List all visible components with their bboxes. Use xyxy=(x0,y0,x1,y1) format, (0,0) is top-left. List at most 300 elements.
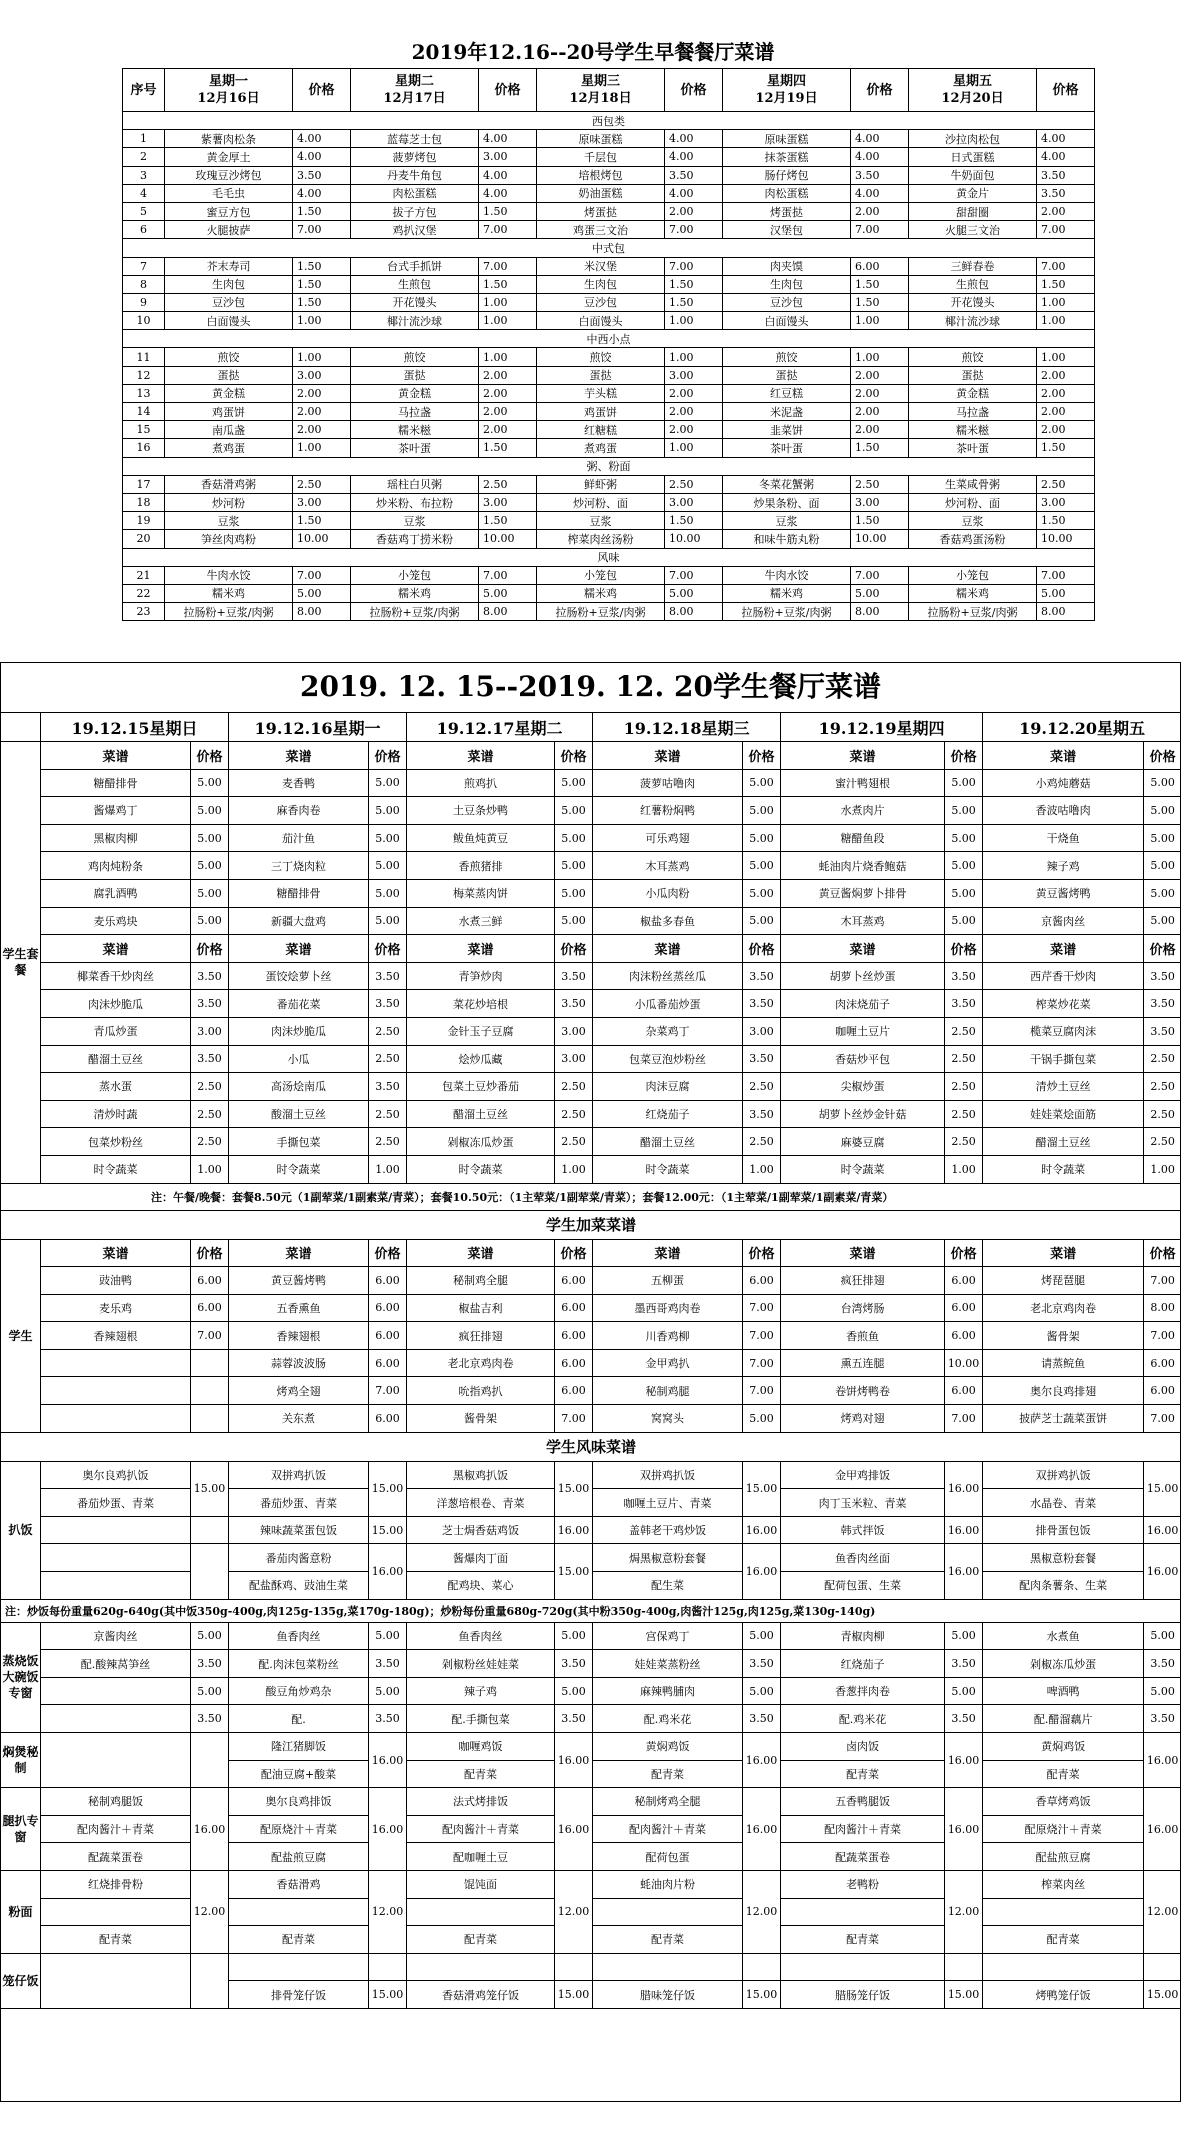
dish-name: 披萨芝士蔬菜蛋饼 xyxy=(983,1405,1144,1433)
dish-name: 包菜炒粉丝 xyxy=(41,1128,191,1156)
dish-price: 3.50 xyxy=(945,1650,983,1678)
dish-price: 3.50 xyxy=(945,962,983,990)
dish-price: 5.00 xyxy=(555,824,593,852)
dish-price: 5.00 xyxy=(1144,1622,1181,1650)
dish-name: 鸡蛋饼 xyxy=(165,403,293,421)
dish-price: 6.00 xyxy=(369,1267,407,1295)
dish-name: 小鸡炖蘑菇 xyxy=(983,769,1144,797)
empty-cell xyxy=(555,1953,593,1981)
claypot-row xyxy=(1,1953,1181,1981)
dish-name: 木耳蒸鸡 xyxy=(781,907,945,935)
table-row xyxy=(123,366,1095,384)
dish-price: 7.00 xyxy=(743,1349,781,1377)
dish-price: 2.50 xyxy=(555,1100,593,1128)
dish-price: 5.00 xyxy=(743,1622,781,1650)
dish-name: 疯狂排翅 xyxy=(407,1322,555,1350)
dish-name: 烤琵琶腿 xyxy=(983,1267,1144,1295)
dish-name: 酱骨架 xyxy=(983,1322,1144,1350)
dish-name: 时令蔬菜 xyxy=(41,1155,191,1183)
dish-price: 3.00 xyxy=(555,1017,593,1045)
dish-price: 3.00 xyxy=(665,366,723,384)
dish-name: 炒河粉 xyxy=(165,493,293,511)
dish-name: 原味蛋糕 xyxy=(537,130,665,148)
dish-price: 1.00 xyxy=(555,1155,593,1183)
chop-dish: 奥尔良鸡扒饭 xyxy=(41,1461,191,1489)
dish-price: 7.00 xyxy=(191,1322,229,1350)
dish-name: 胡萝卜丝炒金针菇 xyxy=(781,1100,945,1128)
dish-price: 5.00 xyxy=(1144,769,1181,797)
row-number: 20 xyxy=(123,530,165,548)
day-header: 星期五 12月20日 xyxy=(909,69,1037,112)
dish-price: 16.00 xyxy=(945,1788,983,1871)
dish-price: 3.50 xyxy=(1144,1705,1181,1733)
dish-name: 水煮三鲜 xyxy=(407,907,555,935)
dish-price: 2.50 xyxy=(1144,1100,1181,1128)
dish-name: 配青菜 xyxy=(593,1760,743,1788)
dish-price: 7.00 xyxy=(1037,221,1095,239)
dish-price: 6.00 xyxy=(1144,1349,1181,1377)
dish-name: 卤肉饭 xyxy=(781,1733,945,1761)
empty-cell xyxy=(407,1898,555,1926)
dish-name: 蜜汁鸭翅根 xyxy=(781,769,945,797)
dish-price: 3.50 xyxy=(191,1650,229,1678)
dish-header-row xyxy=(1,742,1181,770)
dish-label: 菜谱 xyxy=(407,1239,555,1267)
dish-header-row xyxy=(1,1239,1181,1267)
dish-price: 2.50 xyxy=(293,475,351,493)
table-row xyxy=(123,348,1095,366)
dish-name: 新疆大盘鸡 xyxy=(229,907,369,935)
dish-price: 3.50 xyxy=(743,1650,781,1678)
dish-price: 1.00 xyxy=(479,348,537,366)
dish-price: 6.00 xyxy=(555,1294,593,1322)
dish-name: 烤鸡对翅 xyxy=(781,1405,945,1433)
dish-name: 火腿三文治 xyxy=(909,221,1037,239)
empty-cell xyxy=(41,1953,191,2008)
dish-price: 12.00 xyxy=(743,1870,781,1953)
dish-name: 豆浆 xyxy=(909,512,1037,530)
corner-cell xyxy=(1,713,41,742)
dish-name: 三鲜春卷 xyxy=(909,257,1037,275)
row-number: 7 xyxy=(123,257,165,275)
empty-cell xyxy=(781,1953,945,1981)
dish-name: 糯米鸡 xyxy=(909,584,1037,602)
dish-name: 香草烤鸡饭 xyxy=(983,1788,1144,1816)
dish-price: 6.00 xyxy=(743,1267,781,1295)
row-number: 4 xyxy=(123,184,165,202)
dish-price: 4.00 xyxy=(665,184,723,202)
table-row xyxy=(1,1405,1181,1433)
empty-cell xyxy=(41,1733,191,1788)
dish-name: 榨菜炒花菜 xyxy=(983,990,1144,1018)
dish-name: 蛋饺烩萝卜丝 xyxy=(229,962,369,990)
dish-name: 豆浆 xyxy=(723,512,851,530)
dish-name: 墨西哥鸡肉卷 xyxy=(593,1294,743,1322)
dish-name: 京酱肉丝 xyxy=(983,907,1144,935)
dish-price: 5.00 xyxy=(743,907,781,935)
dish-price: 3.50 xyxy=(191,1705,229,1733)
dish-name: 台湾烤肠 xyxy=(781,1294,945,1322)
dish-name: 菠萝烤包 xyxy=(351,148,479,166)
dish-price: 2.00 xyxy=(1037,366,1095,384)
dish-price: 5.00 xyxy=(945,852,983,880)
dish-price: 7.00 xyxy=(1144,1267,1181,1295)
dish-name: 疯狂排翅 xyxy=(781,1267,945,1295)
dish-name: 笋丝肉鸡粉 xyxy=(165,530,293,548)
dish-name: 咖喱土豆片 xyxy=(781,1017,945,1045)
lunch-day-header-row xyxy=(1,713,1181,742)
dish-price: 3.50 xyxy=(665,166,723,184)
chop-dish: 配生菜 xyxy=(593,1572,743,1600)
dish-name: 清炒土豆丝 xyxy=(983,1073,1144,1101)
empty-cell xyxy=(191,1733,229,1788)
dish-name: 时令蔬菜 xyxy=(983,1155,1144,1183)
dish-price: 12.00 xyxy=(369,1870,407,1953)
dish-name: 鸡肉炖粉条 xyxy=(41,852,191,880)
chop-price: 16.00 xyxy=(743,1544,781,1599)
row-number: 21 xyxy=(123,566,165,584)
chop-price: 15.00 xyxy=(191,1461,229,1516)
dish-price: 1.50 xyxy=(851,275,909,293)
dish-name: 炒河粉、面 xyxy=(909,493,1037,511)
dish-name: 马拉盏 xyxy=(351,403,479,421)
dish-name: 蛋挞 xyxy=(351,366,479,384)
dish-name: 煮鸡蛋 xyxy=(165,439,293,457)
dish-price: 3.50 xyxy=(555,962,593,990)
dish-name: 红薯粉焖鸭 xyxy=(593,797,743,825)
dish-price: 5.00 xyxy=(191,769,229,797)
dish-price: 3.00 xyxy=(743,1017,781,1045)
dish-name: 烤鸭笼仔饭 xyxy=(983,1981,1144,2009)
dish-price: 5.00 xyxy=(555,1622,593,1650)
chop-price: 16.00 xyxy=(945,1544,983,1599)
dish-name: 蛋挞 xyxy=(537,366,665,384)
dish-name: 豆沙包 xyxy=(165,293,293,311)
dish-name: 腊味笼仔饭 xyxy=(593,1981,743,2009)
dish-price: 16.00 xyxy=(369,1788,407,1871)
dish-price: 7.00 xyxy=(1144,1322,1181,1350)
dish-name: 香波咕噜肉 xyxy=(983,797,1144,825)
dish-name: 醋溜土豆丝 xyxy=(593,1128,743,1156)
table-row xyxy=(1,824,1181,852)
dish-name: 糯米鸡 xyxy=(723,584,851,602)
dish-price: 1.00 xyxy=(743,1155,781,1183)
section-name: 中西小点 xyxy=(123,330,1095,348)
empty-cell xyxy=(407,1953,555,1981)
empty-cell xyxy=(945,1953,983,1981)
section-name: 西包类 xyxy=(123,112,1095,130)
table-row xyxy=(1,852,1181,880)
dish-price: 7.00 xyxy=(945,1405,983,1433)
dish-name: 配青菜 xyxy=(593,1926,743,1954)
empty-cell xyxy=(593,1953,743,1981)
dish-price: 12.00 xyxy=(945,1870,983,1953)
dish-name: 南瓜盏 xyxy=(165,421,293,439)
dish-price: 8.00 xyxy=(1144,1294,1181,1322)
dish-price: 2.00 xyxy=(1037,421,1095,439)
dish-name: 台式手抓饼 xyxy=(351,257,479,275)
dish-price xyxy=(191,1377,229,1405)
dish-name: 京酱肉丝 xyxy=(41,1622,191,1650)
day-header: 星期四 12月19日 xyxy=(723,69,851,112)
dish-name: 番茄花菜 xyxy=(229,990,369,1018)
chop-price: 16.00 xyxy=(1144,1516,1181,1544)
dish-name: 糯米糍 xyxy=(351,421,479,439)
dish-name: 沙拉肉松包 xyxy=(909,130,1037,148)
dish-name: 啤酒鸭 xyxy=(983,1677,1144,1705)
price-label: 价格 xyxy=(369,1239,407,1267)
table-row xyxy=(123,566,1095,584)
dish-price: 5.00 xyxy=(743,824,781,852)
dish-name: 鸡蛋饼 xyxy=(537,403,665,421)
dish-header-row xyxy=(1,935,1181,963)
dish-price: 5.00 xyxy=(191,824,229,852)
table-row xyxy=(123,166,1095,184)
dish-name: 甜甜圈 xyxy=(909,202,1037,220)
dish-name: 鱼香肉丝 xyxy=(229,1622,369,1650)
dish-price: 6.00 xyxy=(191,1294,229,1322)
dish-name: 抹茶蛋糕 xyxy=(723,148,851,166)
dish-price: 8.00 xyxy=(479,603,537,621)
dish-price: 7.00 xyxy=(665,221,723,239)
dish-name: 时令蔬菜 xyxy=(407,1155,555,1183)
dish-name: 配.酸辣莴笋丝 xyxy=(41,1650,191,1678)
dish-price: 2.50 xyxy=(191,1100,229,1128)
dish-name: 蜜豆方包 xyxy=(165,202,293,220)
dish-price: 6.00 xyxy=(555,1377,593,1405)
dish-price: 5.00 xyxy=(555,797,593,825)
dish-name: 菜花炒培根 xyxy=(407,990,555,1018)
dish-name: 黄焖鸡饭 xyxy=(593,1733,743,1761)
dish-price: 5.00 xyxy=(555,852,593,880)
dish-label: 菜谱 xyxy=(229,742,369,770)
leg-label: 腿扒专窗 xyxy=(1,1788,41,1871)
dish-name: 香煎鱼 xyxy=(781,1322,945,1350)
empty-cell xyxy=(593,1898,743,1926)
dish-price: 1.00 xyxy=(665,348,723,366)
chop-dish: 双拼鸡扒饭 xyxy=(593,1461,743,1489)
dish-price: 5.00 xyxy=(369,879,407,907)
dish-price: 3.50 xyxy=(369,1650,407,1678)
dish-price: 3.50 xyxy=(1037,166,1095,184)
dish-name xyxy=(41,1677,191,1705)
dish-name: 拔子方包 xyxy=(351,202,479,220)
dish-price: 5.00 xyxy=(191,1677,229,1705)
dish-price: 2.50 xyxy=(945,1100,983,1128)
stew-row xyxy=(1,1705,1181,1733)
dish-name: 千层包 xyxy=(537,148,665,166)
dish-name: 干烧鱼 xyxy=(983,824,1144,852)
chop-dish xyxy=(41,1544,191,1572)
dish-name: 熏五连腿 xyxy=(781,1349,945,1377)
dish-name: 糯米鸡 xyxy=(537,584,665,602)
table-row xyxy=(1,990,1181,1018)
dish-name: 汉堡包 xyxy=(723,221,851,239)
chop-price: 16.00 xyxy=(945,1516,983,1544)
dish-price: 3.50 xyxy=(369,962,407,990)
dish-price: 3.50 xyxy=(743,990,781,1018)
dish-name: 香菇鸡蛋汤粉 xyxy=(909,530,1037,548)
dish-name: 麦乐鸡块 xyxy=(41,907,191,935)
dish-price: 10.00 xyxy=(479,530,537,548)
dish-price: 2.00 xyxy=(665,421,723,439)
dish-name: 烤蛋挞 xyxy=(537,202,665,220)
dish-name: 开花馒头 xyxy=(909,293,1037,311)
lunch-title: 2019. 12. 15--2019. 12. 20学生餐厅菜谱 xyxy=(300,670,881,703)
dish-name: 醋溜土豆丝 xyxy=(983,1128,1144,1156)
dish-price: 12.00 xyxy=(191,1870,229,1953)
dish-price: 1.00 xyxy=(479,293,537,311)
dish-price: 3.50 xyxy=(1144,1017,1181,1045)
chop-price: 16.00 xyxy=(555,1516,593,1544)
dish-name: 酱爆鸡丁 xyxy=(41,797,191,825)
dish-name: 时令蔬菜 xyxy=(229,1155,369,1183)
dish-price: 5.00 xyxy=(1144,797,1181,825)
dish-price: 12.00 xyxy=(555,1870,593,1953)
dish-price: 3.50 xyxy=(191,990,229,1018)
dish-name: 蓝莓芝士包 xyxy=(351,130,479,148)
dish-price: 2.50 xyxy=(945,1128,983,1156)
dish-price: 5.00 xyxy=(1144,907,1181,935)
empty-cell xyxy=(1144,1953,1181,1981)
dish-name: 鱼香肉丝 xyxy=(407,1622,555,1650)
dish-price: 5.00 xyxy=(191,1622,229,1650)
dish-label: 菜谱 xyxy=(407,742,555,770)
table-row xyxy=(1,1377,1181,1405)
dish-name: 请蒸鲩鱼 xyxy=(983,1349,1144,1377)
dish-price: 5.00 xyxy=(743,1677,781,1705)
dish-name: 水煮鱼 xyxy=(983,1622,1144,1650)
dish-price: 1.00 xyxy=(293,312,351,330)
dish-price: 2.00 xyxy=(479,366,537,384)
dish-name: 香辣翅根 xyxy=(229,1322,369,1350)
dish-label: 菜谱 xyxy=(407,935,555,963)
dish-price: 5.00 xyxy=(1037,584,1095,602)
dish-name: 丹麦牛角包 xyxy=(351,166,479,184)
dish-name: 糯米鸡 xyxy=(351,584,479,602)
dish-price: 8.00 xyxy=(665,603,723,621)
day-header: 19.12.16星期一 xyxy=(229,713,407,742)
dish-name: 煎饺 xyxy=(351,348,479,366)
dish-price: 2.50 xyxy=(369,1017,407,1045)
flavor-title: 学生风味菜谱 xyxy=(1,1432,1181,1461)
dish-price: 4.00 xyxy=(851,148,909,166)
dish-name: 配蔬菜蛋卷 xyxy=(41,1843,191,1871)
dish-label: 菜谱 xyxy=(41,742,191,770)
dish-name: 鲅鱼炖黄豆 xyxy=(407,824,555,852)
dish-price: 2.50 xyxy=(479,475,537,493)
dish-name: 白面馒头 xyxy=(537,312,665,330)
dish-price: 5.00 xyxy=(945,797,983,825)
dish-name: 木耳蒸鸡 xyxy=(593,852,743,880)
dish-price: 5.00 xyxy=(555,1677,593,1705)
table-row xyxy=(123,603,1095,621)
dish-price: 1.50 xyxy=(479,202,537,220)
dish-price: 2.50 xyxy=(945,1017,983,1045)
dish-price: 5.00 xyxy=(1144,852,1181,880)
dish-price: 6.00 xyxy=(555,1349,593,1377)
addon-title: 学生加菜菜谱 xyxy=(1,1210,1181,1239)
dish-name: 蒸水蛋 xyxy=(41,1073,191,1101)
dish-name: 豆浆 xyxy=(537,512,665,530)
dish-name: 配.肉沫包菜粉丝 xyxy=(229,1650,369,1678)
dish-price: 3.00 xyxy=(851,493,909,511)
dish-name: 紫薯肉松条 xyxy=(165,130,293,148)
dish-price: 1.50 xyxy=(851,439,909,457)
dish-name: 香葱拌肉卷 xyxy=(781,1677,945,1705)
dish-name: 奥尔良鸡排翅 xyxy=(983,1377,1144,1405)
dish-price: 5.00 xyxy=(1144,1677,1181,1705)
table-row xyxy=(123,584,1095,602)
dish-price: 2.50 xyxy=(945,1045,983,1073)
flavor-note: 注：炒饭每份重量620g-640g(其中饭350g-400g,肉125g-135g,菜170g-180g)；炒粉每份重量680g-720g(其中粉350g-400g,肉酱汁125g,肉125g,菜130g-140g) xyxy=(1,1599,1181,1622)
empty-cell xyxy=(983,1898,1144,1926)
dish-price: 16.00 xyxy=(1144,1733,1181,1788)
dish-name: 腊肠笼仔饭 xyxy=(781,1981,945,2009)
dish-price xyxy=(191,1349,229,1377)
dish-name: 关东煮 xyxy=(229,1405,369,1433)
dish-name: 煎饺 xyxy=(909,348,1037,366)
dish-name: 肉沫粉丝蒸丝瓜 xyxy=(593,962,743,990)
dish-price: 7.00 xyxy=(743,1322,781,1350)
set-meal-note: 注：午餐/晚餐：套餐8.50元（1副荤菜/1副素菜/青菜）；套餐10.50元：（1主荤菜/1副荤菜/青菜）；套餐12.00元：（1主荤菜/1副荤菜/1副素菜/青菜） xyxy=(1,1183,1181,1210)
dish-price: 3.50 xyxy=(1144,990,1181,1018)
chop-price: 15.00 xyxy=(369,1461,407,1516)
dish-name: 糯米糍 xyxy=(909,421,1037,439)
dish-name: 黄豆酱焖萝卜排骨 xyxy=(781,879,945,907)
dish-price: 16.00 xyxy=(191,1788,229,1871)
dish-price: 7.00 xyxy=(743,1377,781,1405)
dish-name: 配青菜 xyxy=(983,1760,1144,1788)
dish-name: 豆沙包 xyxy=(537,293,665,311)
dish-price: 1.50 xyxy=(293,257,351,275)
dish-name: 配.鸡米花 xyxy=(593,1705,743,1733)
chop-price: 16.00 xyxy=(743,1516,781,1544)
dish-name: 生煎包 xyxy=(909,275,1037,293)
dish-price: 5.00 xyxy=(369,907,407,935)
dish-price: 5.00 xyxy=(1144,824,1181,852)
empty-cell xyxy=(41,1898,191,1926)
dish-price: 1.00 xyxy=(293,348,351,366)
dish-price: 16.00 xyxy=(555,1733,593,1788)
dish-label: 菜谱 xyxy=(983,935,1144,963)
section-row xyxy=(123,457,1095,475)
dish-name: 煎鸡扒 xyxy=(407,769,555,797)
dish-price: 1.50 xyxy=(1037,439,1095,457)
row-number: 8 xyxy=(123,275,165,293)
price-header: 价格 xyxy=(479,69,537,112)
dish-price: 1.50 xyxy=(293,293,351,311)
dish-price: 1.00 xyxy=(1037,293,1095,311)
dish-name: 老北京鸡肉卷 xyxy=(983,1294,1144,1322)
dish-price: 3.50 xyxy=(369,1073,407,1101)
dish-name: 拉肠粉+豆浆/肉粥 xyxy=(909,603,1037,621)
table-row xyxy=(1,879,1181,907)
dish-name: 烤鸡全翅 xyxy=(229,1377,369,1405)
dish-name: 白面馒头 xyxy=(723,312,851,330)
dish-name: 香煎猪排 xyxy=(407,852,555,880)
dish-price: 6.00 xyxy=(945,1294,983,1322)
dish-name: 肉夹馍 xyxy=(723,257,851,275)
dish-name: 香辣翅根 xyxy=(41,1322,191,1350)
dish-price: 2.50 xyxy=(945,1073,983,1101)
dish-name: 香菇滑鸡笼仔饭 xyxy=(407,1981,555,2009)
dish-name: 配青菜 xyxy=(781,1926,945,1954)
chop-dish: 咖喱土豆片、青菜 xyxy=(593,1489,743,1517)
dish-name: 配.鸡米花 xyxy=(781,1705,945,1733)
dish-price: 2.00 xyxy=(293,403,351,421)
dish-price: 7.00 xyxy=(293,221,351,239)
